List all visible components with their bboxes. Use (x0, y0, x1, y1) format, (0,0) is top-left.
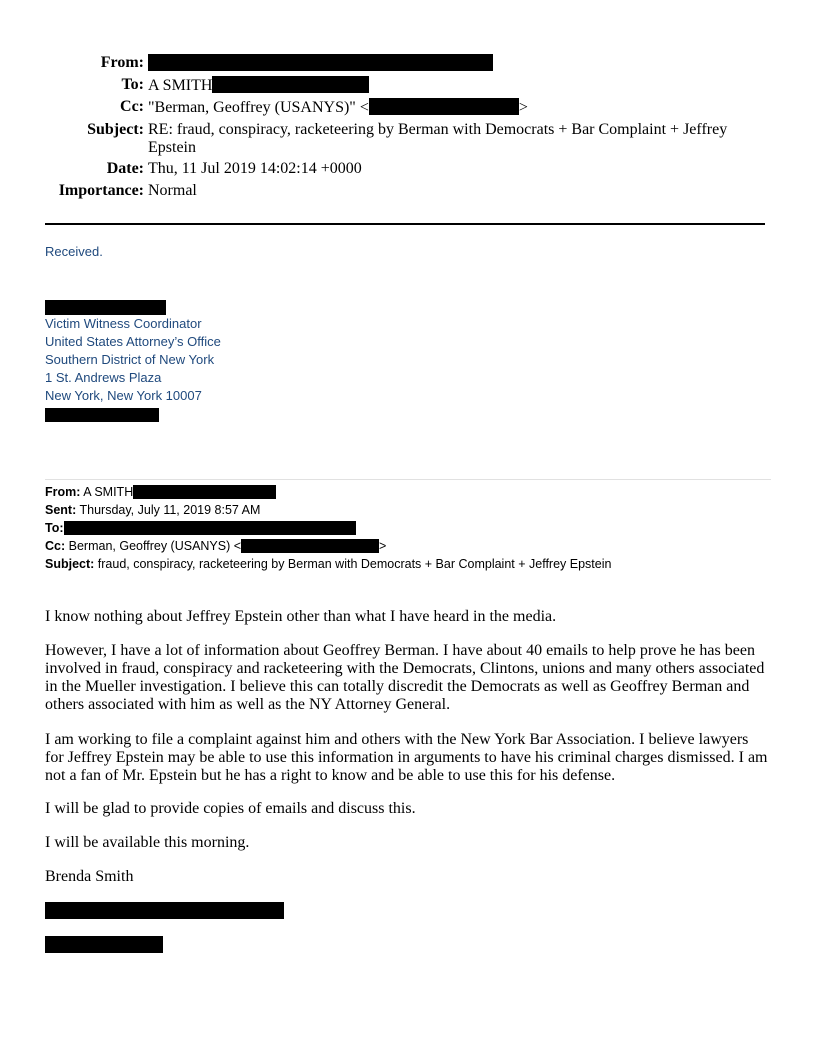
signature-line-district: Southern District of New York (45, 352, 215, 367)
signature-line-city: New York, New York 10007 (45, 388, 202, 403)
forward-cc-end: > (379, 539, 387, 553)
header-importance-label: Importance: (58, 182, 144, 199)
header-subject-value: RE: fraud, conspiracy, racketeering by Berman with Democrats + Bar Complaint + Jeffrey Epstein (148, 121, 728, 156)
forward-from-value: A SMITH (83, 485, 134, 499)
forward-sent-row (45, 501, 260, 519)
message-paragraph-2: However, I have a lot of information about Geoffrey Berman. I have about 40 emails to help prove he has been involved in fraud, conspiracy and racketeering with the Democrats, Clintons, unions and many others associated in the Mueller investigation. I believe this can totally discredit the Democrats as well as Geoffrey Berman and others associated with him as well as the NY Attorney General. (45, 642, 765, 713)
header-date-value: Thu, 11 Jul 2019 14:02:14 +0000 (148, 160, 362, 177)
message-sign-off: Brenda Smith (45, 868, 134, 885)
signature-block (45, 315, 221, 405)
message-paragraph-5: I will be available this morning. (45, 834, 250, 851)
forward-from-row (45, 483, 276, 501)
forward-sent-value: Thursday, July 11, 2019 8:57 AM (79, 503, 261, 517)
forward-divider (45, 479, 771, 480)
forward-subject-value: fraud, conspiracy, racketeering by Berman with Democrats + Bar Complaint + Jeffrey Epstein (97, 557, 612, 571)
redaction-block (45, 936, 163, 953)
redaction-block (148, 54, 493, 71)
message-paragraph-1: I know nothing about Jeffrey Epstein other than what I have heard in the media. (45, 608, 557, 625)
redaction-block (45, 408, 159, 422)
redaction-block (133, 485, 276, 499)
redaction-block (45, 300, 166, 315)
header-to-label: To: (121, 76, 144, 93)
redaction-block (64, 521, 356, 535)
forward-subject-row (45, 555, 611, 573)
forward-to-row (45, 519, 356, 537)
redaction-block (369, 98, 519, 115)
forward-subject-label: Subject: (45, 557, 95, 571)
forward-cc-value: Berman, Geoffrey (USANYS) < (68, 539, 242, 553)
header-to-value: A SMITH (148, 77, 213, 94)
header-importance-value: Normal (148, 182, 197, 199)
signature-line-office: United States Attorney’s Office (45, 334, 221, 349)
message-paragraph-4: I will be glad to provide copies of emails and discuss this. (45, 800, 416, 817)
header-cc-label: Cc: (120, 98, 144, 115)
header-date-label: Date: (106, 160, 144, 177)
signature-line-street: 1 St. Andrews Plaza (45, 370, 162, 385)
header-cc-end: > (518, 99, 528, 116)
header-divider (45, 223, 765, 225)
header-from-label: From: (100, 54, 144, 71)
forward-to-label: To: (45, 521, 64, 535)
signature-line-title: Victim Witness Coordinator (45, 316, 202, 331)
forward-cc-row (45, 537, 386, 555)
forward-from-label: From: (45, 485, 81, 499)
redaction-block (241, 539, 379, 553)
redaction-block (212, 76, 369, 93)
forward-cc-label: Cc: (45, 539, 66, 553)
forward-sent-label: Sent: (45, 503, 77, 517)
header-subject-label: Subject: (87, 121, 144, 138)
header-cc-value: "Berman, Geoffrey (USANYS)" < (148, 99, 369, 116)
message-paragraph-3: I am working to file a complaint against him and others with the New York Bar Association. I believe lawyers for Jeffrey Epstein may be able to use this information in arguments to have his criminal charges dismissed. I am not a fan of Mr. Epstein but he has a right to know and be able to use this for his defense. (45, 731, 768, 784)
redaction-block (45, 902, 284, 919)
reply-text: Received. (45, 244, 103, 259)
